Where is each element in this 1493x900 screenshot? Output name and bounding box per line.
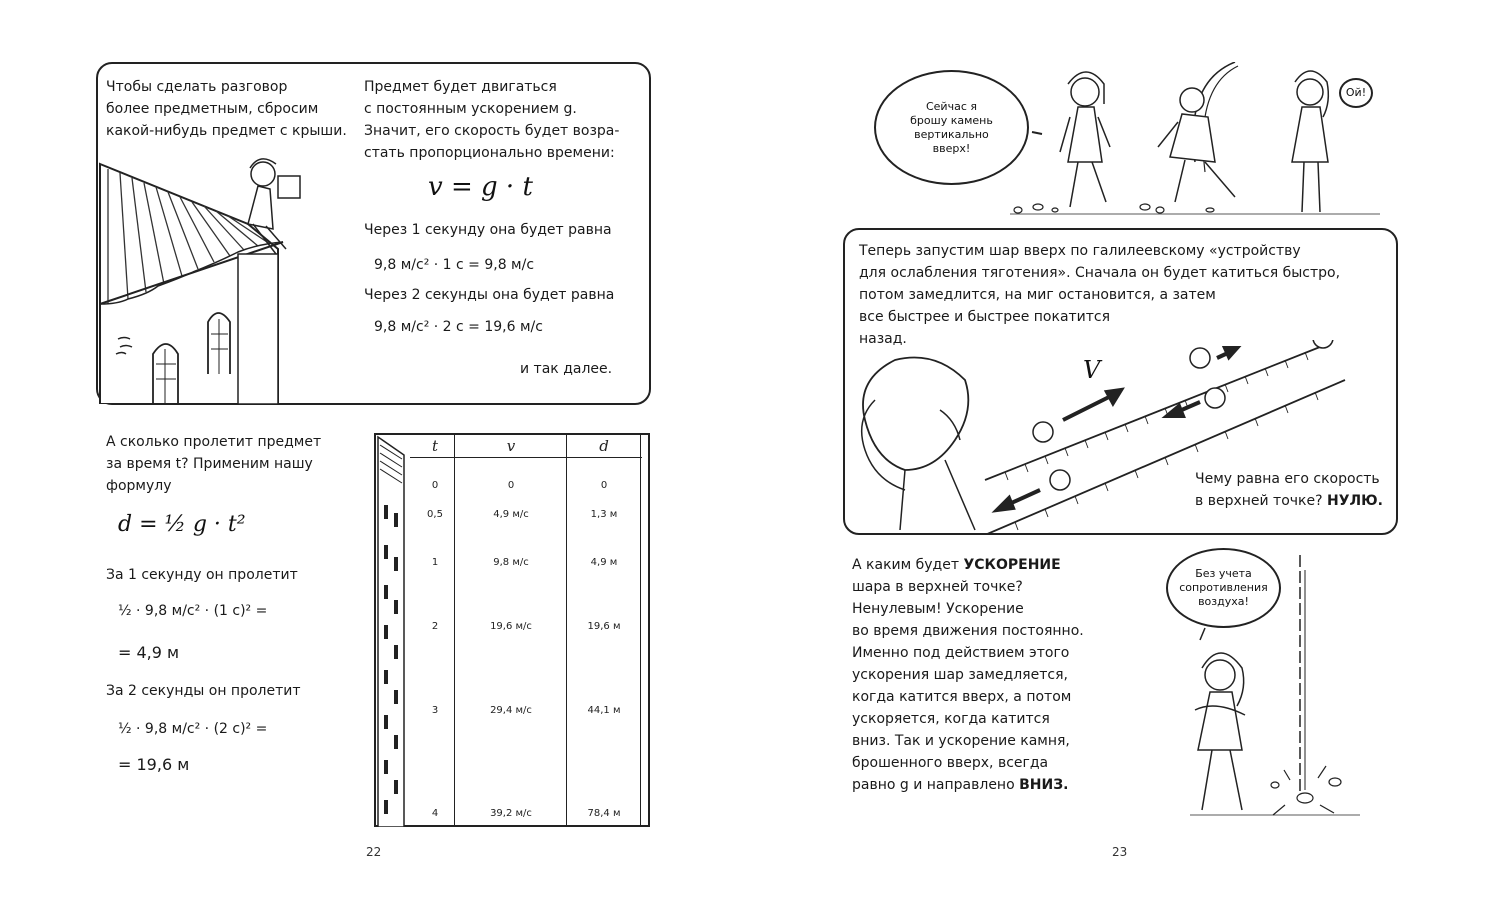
table-row-5-v: 39,2 м/с xyxy=(490,808,532,819)
table-header-d: d xyxy=(599,437,609,455)
table-row-2-d: 4,9 м xyxy=(590,557,618,568)
after-2s-calc: 9,8 м/с² · 2 с = 19,6 м/с xyxy=(374,319,543,335)
accel-line-7: когда катится вверх, а потом xyxy=(852,689,1072,705)
standing-girl-illustration xyxy=(1160,550,1370,830)
table-header-v: v xyxy=(506,437,516,455)
speech-bubble-oi xyxy=(1339,78,1373,108)
page-number-left: 22 xyxy=(366,845,382,859)
accel-question-b: УСКОРЕНИЕ xyxy=(963,557,1061,573)
accel-line-10: брошенного вверх, всегда xyxy=(852,755,1049,771)
bubble-throw-line-1: Сейчас я xyxy=(925,99,977,113)
accel-last-b: ВНИЗ. xyxy=(1019,777,1069,793)
throwing-girls-illustration xyxy=(1010,62,1390,220)
velocity-formula: v = g · t xyxy=(428,172,533,202)
distance-intro-3: формулу xyxy=(106,478,172,494)
distance-formula: d = ½ g · t² xyxy=(118,512,246,537)
top-left-line-2: более предметным, сбросим xyxy=(106,101,319,117)
table-row-3-d: 19,6 м xyxy=(587,621,621,632)
bubble-air-line-2: сопротивления xyxy=(1179,581,1268,594)
table-header-t: t xyxy=(431,437,439,455)
top-left-line-1: Чтобы сделать разговор xyxy=(106,79,288,95)
speed-answer: НУЛЮ. xyxy=(1327,493,1383,509)
accel-line-1: Предмет будет двигаться xyxy=(364,79,557,95)
table-row-4-d: 44,1 м xyxy=(587,705,621,716)
accel-line-5: Именно под действием этого xyxy=(852,645,1070,661)
accel-line-3: Ненулевым! Ускорение xyxy=(852,601,1024,617)
after-2s-text: Через 2 секунды она будет равна xyxy=(364,287,615,303)
distance-1s-text: За 1 секунду он пролетит xyxy=(106,567,298,583)
incline-text-3: потом замедлится, на миг остановится, а затем xyxy=(859,287,1216,303)
distance-1s-calc-b: = 4,9 м xyxy=(118,643,180,662)
distance-2s-text: За 2 секунды он пролетит xyxy=(106,683,301,699)
distance-2s-calc-b: = 19,6 м xyxy=(118,755,190,774)
table-row-1-d: 1,3 м xyxy=(590,509,618,520)
table-row-0-d: 0 xyxy=(600,480,608,491)
table-row-1-v: 4,9 м/с xyxy=(493,509,529,520)
table-row-5-d: 78,4 м xyxy=(587,808,621,819)
table-row-0-t: 0 xyxy=(431,480,439,491)
bubble-throw-line-2: брошу камень xyxy=(910,113,993,127)
after-1s-text: Через 1 секунду она будет равна xyxy=(364,222,612,238)
bubble-oi-text: Ой! xyxy=(1345,86,1367,99)
speed-question-2: в верхней точке? xyxy=(1195,493,1323,509)
incline-text-5: назад. xyxy=(859,331,907,347)
table-row-5-t: 4 xyxy=(431,808,439,819)
table-row-2-t: 1 xyxy=(431,557,439,568)
distance-intro-1: А сколько пролетит предмет xyxy=(106,434,322,450)
accel-line-4: во время движения постоянно. xyxy=(852,623,1084,639)
accel-line-4: стать пропорционально времени: xyxy=(364,145,615,161)
top-left-line-3: какой-нибудь предмет с крыши. xyxy=(106,123,347,139)
incline-panel xyxy=(843,228,1398,535)
top-left-panel xyxy=(96,62,651,405)
accel-line-8: ускоряется, когда катится xyxy=(852,711,1050,727)
motion-table xyxy=(374,433,650,827)
table-row-1-t: 0,5 xyxy=(427,509,443,520)
table-row-4-v: 29,4 м/с xyxy=(490,705,532,716)
incline-text-2: для ослабления тяготения». Сначала он будет катиться быстро, xyxy=(859,265,1341,281)
speed-question-1: Чему равна его скорость xyxy=(1195,471,1380,487)
table-row-4-t: 3 xyxy=(431,705,439,716)
bubble-throw-line-4: вверх! xyxy=(932,141,971,155)
speech-bubble-throw xyxy=(874,70,1029,185)
table-row-2-v: 9,8 м/с xyxy=(493,557,529,568)
bubble-throw-line-3: вертикально xyxy=(914,127,989,141)
accel-line-3: Значит, его скорость будет возра- xyxy=(364,123,620,139)
accel-question-a: А каким будет xyxy=(852,557,964,573)
bubble-air-line-3: воздуха! xyxy=(1198,595,1249,608)
page-number-right: 23 xyxy=(1112,845,1128,859)
velocity-label: V xyxy=(1083,356,1101,384)
after-1s-calc: 9,8 м/с² · 1 с = 9,8 м/с xyxy=(374,257,535,273)
incline-text-1: Теперь запустим шар вверх по галилеевскому «устройству xyxy=(859,243,1301,259)
incline-text-4: все быстрее и быстрее покатится xyxy=(859,309,1111,325)
table-row-3-t: 2 xyxy=(431,621,439,632)
accel-line-2: шара в верхней точке? xyxy=(852,579,1023,595)
accel-line-6: ускорения шар замедляется, xyxy=(852,667,1068,683)
distance-2s-calc-a: ½ · 9,8 м/с² · (2 с)² = xyxy=(118,721,268,737)
accel-line-9: вниз. Так и ускорение камня, xyxy=(852,733,1070,749)
and-so-on: и так далее. xyxy=(520,361,613,377)
tower-illustration xyxy=(376,435,408,827)
rooftop-illustration xyxy=(98,154,358,404)
distance-intro-2: за время t? Применим нашу xyxy=(106,456,313,472)
distance-1s-calc-a: ½ · 9,8 м/с² · (1 с)² = xyxy=(118,603,268,619)
bubble-air-line-1: Без учета xyxy=(1195,567,1252,580)
accel-last-a: равно g и направлено xyxy=(852,777,1020,793)
table-row-3-v: 19,6 м/с xyxy=(490,621,532,632)
table-row-0-v: 0 xyxy=(507,480,515,491)
accel-line-2: с постоянным ускорением g. xyxy=(364,101,577,117)
